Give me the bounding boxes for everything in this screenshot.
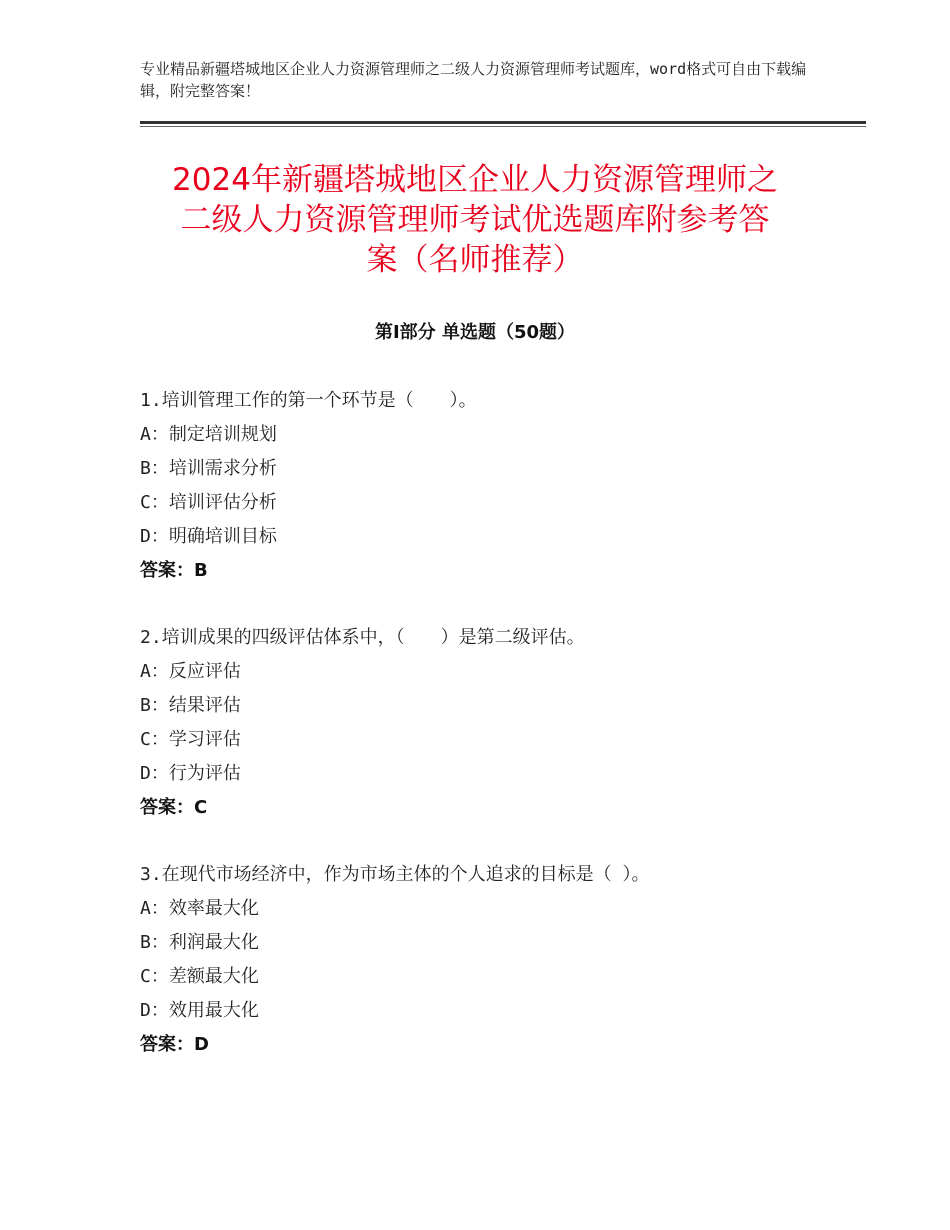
- option-a: A：效率最大化: [140, 898, 259, 919]
- question-stem: 2.培训成果的四级评估体系中，（ ）是第二级评估。: [140, 627, 585, 648]
- option-c: C：培训评估分析: [140, 492, 277, 513]
- header-note: 专业精品新疆塔城地区企业人力资源管理师之二级人力资源管理师考试题库，word格式可自由下载编辑，附完整答案！: [140, 60, 807, 100]
- header-rule-thick: [140, 121, 866, 124]
- title-line: 二级人力资源管理师考试优选题库附参考答: [180, 202, 770, 238]
- question-list: [140, 384, 840, 1095]
- option-a: A：反应评估: [140, 661, 241, 682]
- title-line: 案（名师推荐）: [366, 242, 584, 278]
- section-title: 第Ⅰ部分 单选题（50题）: [374, 322, 575, 343]
- option-d: D：效用最大化: [140, 1000, 259, 1021]
- question-stem: 3.在现代市场经济中，作为市场主体的个人追求的目标是（ ）。: [140, 864, 650, 885]
- answer: 答案：C: [140, 797, 208, 818]
- question-1: [140, 384, 840, 588]
- header-rule-thin: [140, 126, 866, 127]
- option-a: A：制定培训规划: [140, 424, 277, 445]
- option-b: B：培训需求分析: [140, 458, 277, 479]
- question-3: [140, 858, 840, 1062]
- title-line: 2024年新疆塔城地区企业人力资源管理师之: [172, 162, 778, 198]
- question-2: [140, 621, 840, 825]
- option-c: C：学习评估: [140, 729, 241, 750]
- option-b: B：利润最大化: [140, 932, 259, 953]
- option-b: B：结果评估: [140, 695, 241, 716]
- question-stem: 1.培训管理工作的第一个环节是（ ）。: [140, 390, 477, 411]
- option-d: D：明确培训目标: [140, 526, 277, 547]
- option-c: C：差额最大化: [140, 966, 259, 987]
- answer: 答案：B: [140, 560, 208, 581]
- answer: 答案：D: [140, 1034, 209, 1055]
- option-d: D：行为评估: [140, 763, 241, 784]
- document-title: [140, 160, 810, 280]
